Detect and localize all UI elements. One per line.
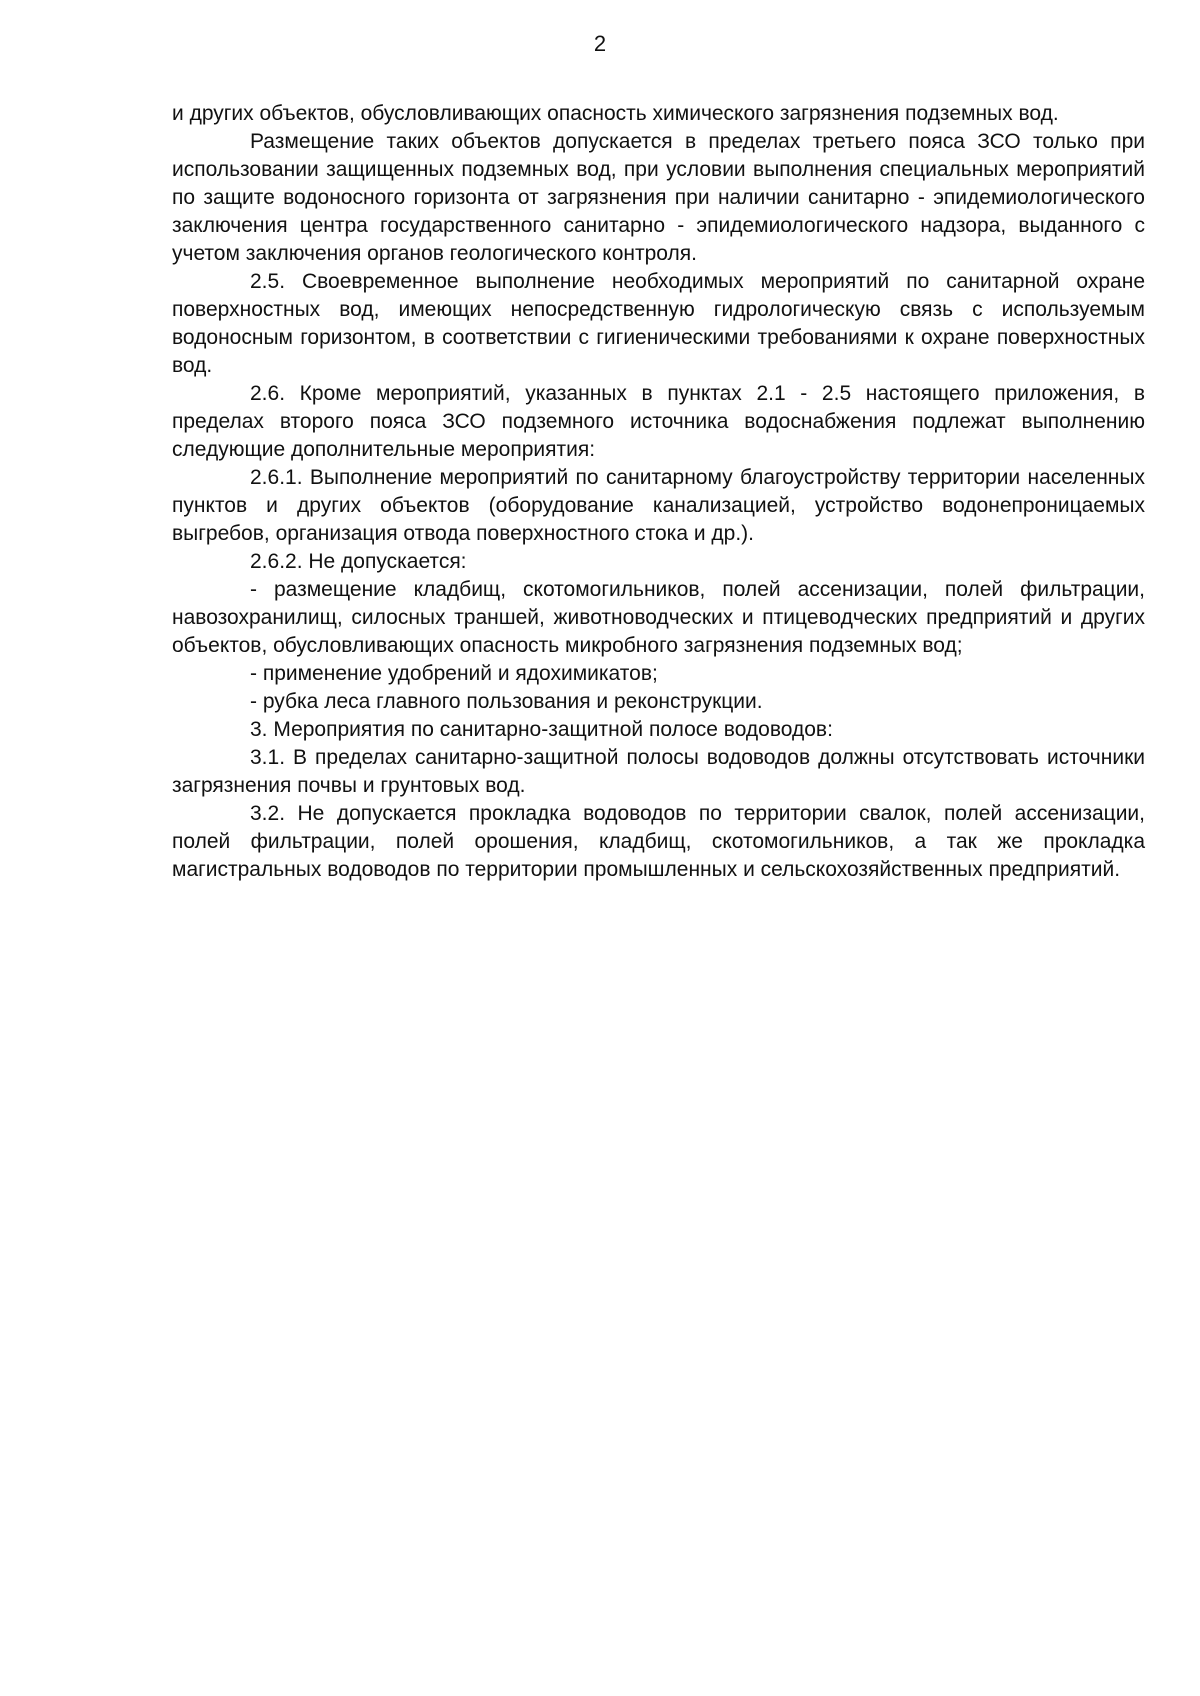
paragraph-2-6-1: 2.6.1. Выполнение мероприятий по санитарному благоустройству территории населенных пунктов и других объектов (оборудование канализацией, устройство водонепроницаемых выгребов, организация отвода поверхностного стока и др.). xyxy=(172,466,1145,545)
document-body xyxy=(172,100,1145,884)
paragraph-3-1: 3.1. В пределах санитарно-защитной полосы водоводов должны отсутствовать источники загрязнения почвы и грунтовых вод. xyxy=(172,746,1145,797)
paragraph-2-6: 2.6. Кроме мероприятий, указанных в пунктах 2.1 - 2.5 настоящего приложения, в пределах второго пояса ЗСО подземного источника водоснабжения подлежат выполнению следующие дополнительные мероприятия: xyxy=(172,382,1145,461)
paragraph-2-5: 2.5. Своевременное выполнение необходимых мероприятий по санитарной охране поверхностных вод, имеющих непосредственную гидрологическую связь с используемым водоносным горизонтом, в соответствии с гигиеническими требованиями к охране поверхностных вод. xyxy=(172,270,1145,377)
paragraph-continuation: и других объектов, обусловливающих опасность химического загрязнения подземных вод. xyxy=(172,102,1059,125)
paragraph-2-6-2: 2.6.2. Не допускается: xyxy=(250,550,467,573)
section-3-heading: 3. Мероприятия по санитарно-защитной полосе водоводов: xyxy=(250,718,833,741)
list-item-cemeteries: - размещение кладбищ, скотомогильников, полей ассенизации, полей фильтрации, навозохранилищ, силосных траншей, животноводческих и птицеводческих предприятий и других объектов, обусловливающих опасность микробного загрязнения подземных вод; xyxy=(172,578,1145,657)
paragraph-3-2: 3.2. Не допускается прокладка водоводов по территории свалок, полей ассенизации, полей фильтрации, полей орошения, кладбищ, скотомогильников, а так же прокладка магистральных водоводов по территории промышленных и сельскохозяйственных предприятий. xyxy=(172,802,1145,881)
list-item-fertilizers: - применение удобрений и ядохимикатов; xyxy=(250,662,658,685)
list-item-logging: - рубка леса главного пользования и реконструкции. xyxy=(250,690,763,713)
page-number: 2 xyxy=(593,31,607,56)
paragraph-placement: Размещение таких объектов допускается в пределах третьего пояса ЗСО только при использовании защищенных подземных вод, при условии выполнения специальных мероприятий по защите водоносного горизонта от загрязнения при наличии санитарно - эпидемиологического заключения центра государственного санитарно - эпидемиологического надзора, выданного с учетом заключения органов геологического контроля. xyxy=(172,130,1145,265)
